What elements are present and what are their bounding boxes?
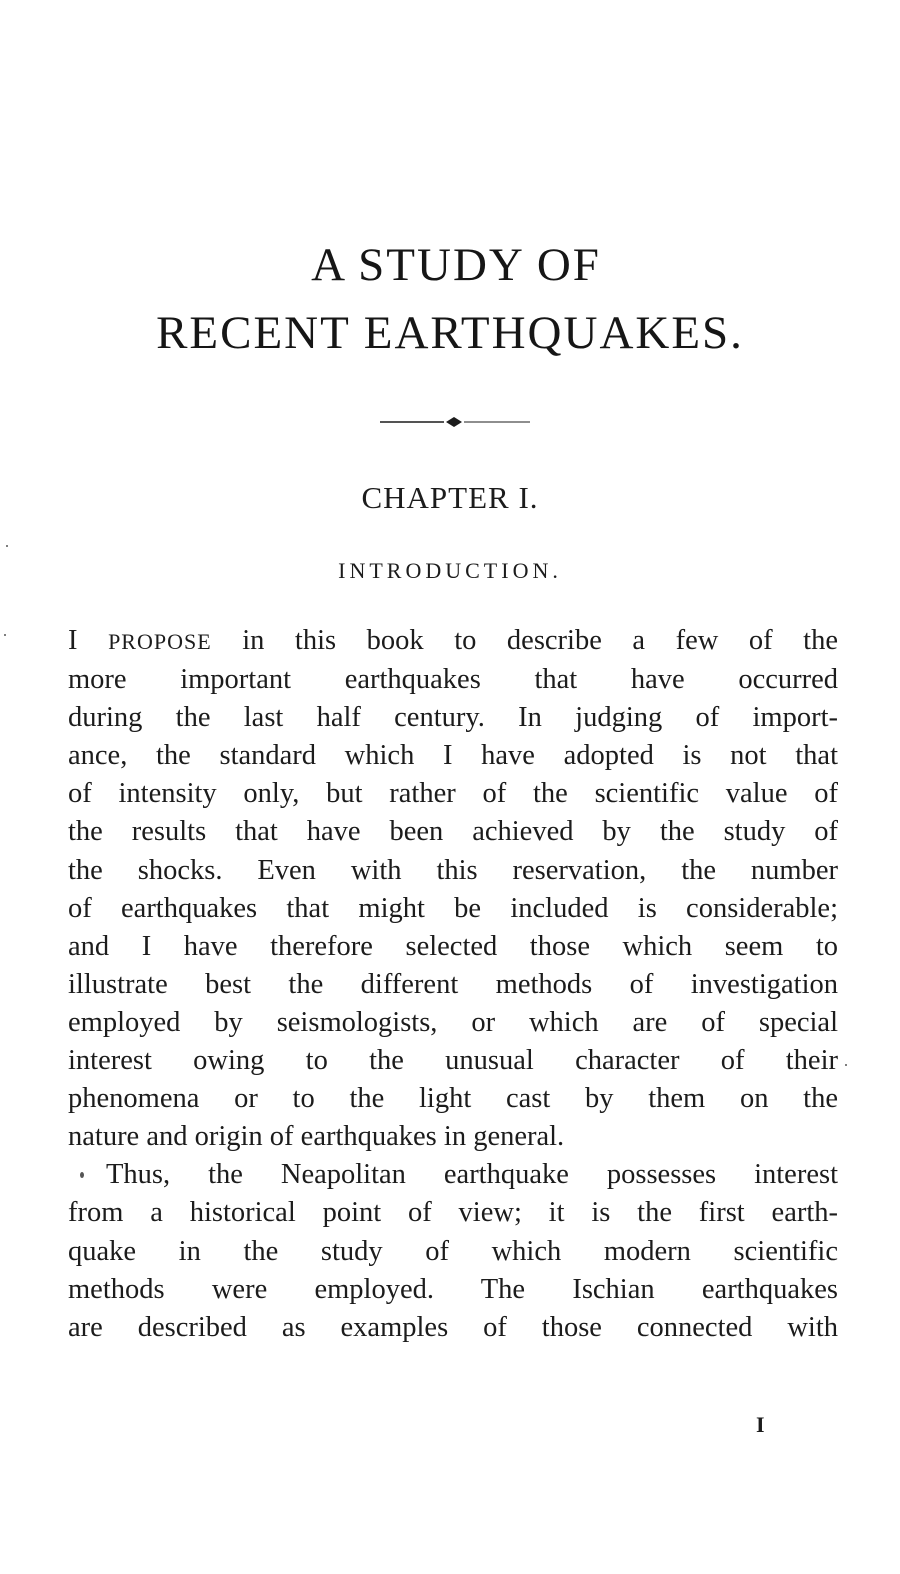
body-text (68, 622, 838, 1347)
paper-speck (4, 634, 6, 636)
first-word: I (68, 625, 78, 656)
paragraph-1-line (68, 622, 838, 661)
paragraph-1-line: illustrate best the different methods of investigation (68, 968, 838, 1000)
ornament-divider (380, 412, 530, 432)
paragraph-1-line: employed by seismologists, or which are of special (68, 1006, 838, 1038)
paragraph-2-line: methods were employed. The Ischian earthquakes (68, 1273, 838, 1305)
paragraph-1-line-text: in this book to describe a few of the (211, 625, 838, 656)
first-word-smallcaps: PROPOSE (108, 629, 212, 654)
paragraph-1-line: and I have therefore selected those which seem to (68, 930, 838, 962)
paper-speck (6, 545, 8, 547)
paragraph-1-line: of intensity only, but rather of the scientific value of (68, 778, 838, 810)
page-number: I (756, 1412, 765, 1437)
paragraph-1-line: during the last half century. In judging of import- (68, 702, 838, 734)
paper-speck (80, 1172, 84, 1178)
paragraph-1-line: of earthquakes that might be included is considerable; (68, 892, 838, 924)
paragraph-2-line: quake in the study of which modern scientific (68, 1235, 838, 1267)
paragraph-1-line: the results that have been achieved by the study of (68, 816, 838, 848)
paragraph-2-line: Thus, the Neapolitan earthquake possesses interest (106, 1159, 838, 1191)
paragraph-2-line: from a historical point of view; it is the first earth- (68, 1197, 838, 1229)
paragraph-1-line: more important earthquakes that have occurred (68, 664, 838, 696)
section-heading: INTRODUCTION. (338, 558, 562, 583)
paragraph-1-line: nature and origin of earthquakes in general. (68, 1121, 565, 1153)
paragraph-1-line: ance, the standard which I have adopted is not that (68, 740, 838, 772)
paragraph-1-line: the shocks. Even with this reservation, the number (68, 854, 838, 886)
paragraph-1-line: phenomena or to the light cast by them on the (68, 1083, 838, 1115)
paper-speck (845, 1064, 847, 1066)
paragraph-1-line: interest owing to the unusual character of their (68, 1045, 838, 1077)
chapter-heading: CHAPTER I. (361, 480, 539, 515)
book-title-line-2: RECENT EARTHQUAKES. (156, 307, 744, 359)
paragraph-2-line: are described as examples of those connected with (68, 1311, 838, 1343)
book-title-line-1: A STUDY OF (311, 239, 601, 291)
